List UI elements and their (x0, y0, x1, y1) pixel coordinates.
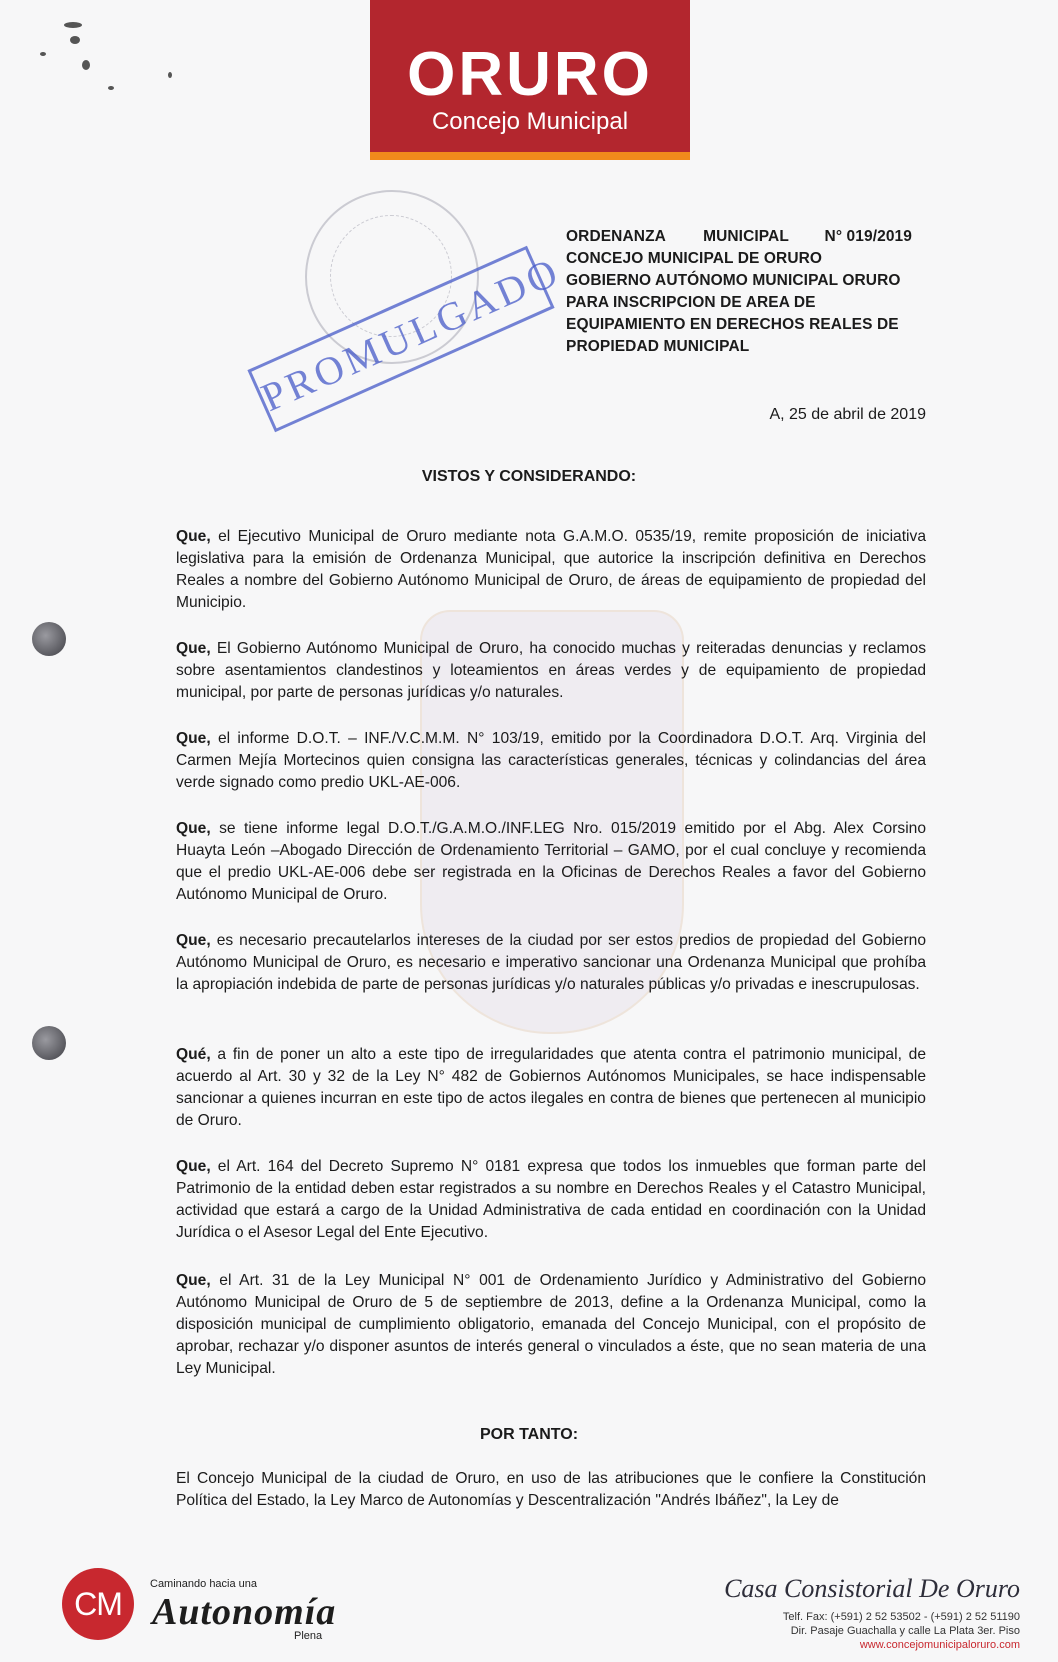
paragraph (176, 930, 926, 996)
title-ordenanza: ORDENANZA (566, 228, 666, 245)
paragraph-text: el Ejecutivo Municipal de Oruro mediante nota G.A.M.O. 0535/19, remite proposición de iniciativa legislativa para la emisión de Ordenanza Municipal, que autorice la inscripción definitiva en Derechos Reales a nombre del Gobierno Autónomo Municipal de Oruro, de áreas de equipamiento de propiedad del Municipio. (176, 528, 926, 611)
paragraph-text: es necesario precautelarlos intereses de la ciudad por ser estos predios de propiedad del Gobierno Autónomo Municipal de Oruro, es necesario e imperativo sancionar una Ordenanza Municipal que prohíba la apropiación indebida de parte de personas jurídicas y/o naturales públicas y/o privadas e inescrupulosas. (176, 932, 926, 993)
paragraph-text: a fin de poner un alto a este tipo de irregularidades que atenta contra el patrimonio municipal, de acuerdo al Art. 30 y 32 de la Ley N° 482 de Gobiernos Autónomos Municipales, se hace indispensable sancionar a quienes incurran en este tipo de actos ilegales en contra de bienes que pertenecen al municipio de Oruro. (176, 1046, 926, 1129)
title-line-4: PARA INSCRIPCION DE AREA DE (566, 294, 816, 311)
scan-speck (108, 86, 114, 90)
paragraph-lead: Que, (176, 1272, 211, 1289)
title-line-5: EQUIPAMIENTO EN DERECHOS REALES DE (566, 316, 899, 333)
scan-speck (168, 72, 172, 78)
contact-phone: Telf. Fax: (+591) 2 52 53502 - (+591) 2 52 51190 (782, 1611, 1020, 1623)
oruro-logo (370, 0, 690, 160)
paragraph-text: el Art. 164 del Decreto Supremo N° 0181 expresa que todos los inmuebles que forman parte del Patrimonio de la entidad deben estar registrados a su nombre en Derechos Reales y el Catastro Municipal, actividad que estará a cargo de la Unidad Administrativa de cada entidad en coordinación con la Unidad Jurídica o el Asesor Legal del Ente Ejecutivo. (176, 1158, 926, 1241)
paragraph (176, 1156, 926, 1244)
paragraph-lead: Que, (176, 528, 211, 545)
cm-logo: CM (62, 1568, 134, 1640)
paragraph-lead: Que, (176, 820, 211, 837)
document-date: A, 25 de abril de 2019 (769, 406, 926, 423)
paragraph-text: El Gobierno Autónomo Municipal de Oruro, ha conocido muchas y reiteradas denuncias y reclamos sobre asentamientos clandestinos y loteamientos en áreas verdes y de equipamiento de propiedad municipal, por parte de personas jurídicas y/o naturales. (176, 640, 926, 701)
title-number: N° 019/2019 (824, 228, 912, 245)
paragraph (176, 818, 926, 906)
paragraph (176, 1044, 926, 1132)
cm-tagline-small: Caminando hacia una (150, 1578, 258, 1590)
logo-wordmark: ORURO (407, 40, 653, 109)
heading-vistos: VISTOS Y CONSIDERANDO: (421, 468, 637, 485)
contact-website[interactable]: www.concejomunicipaloruro.com (859, 1639, 1020, 1651)
ordinance-title (566, 226, 926, 358)
paragraph (176, 638, 926, 704)
cm-tagline-plena: Plena (294, 1630, 323, 1642)
logo-subtitle: Concejo Municipal (431, 108, 629, 135)
casa-consistorial-logo: Casa Consistorial De Oruro (724, 1574, 1020, 1603)
paragraph (176, 526, 926, 614)
title-municipal: MUNICIPAL (703, 228, 789, 245)
title-line-6: PROPIEDAD MUNICIPAL (566, 338, 750, 355)
cm-tagline-big: Autonomía (152, 1591, 337, 1633)
paragraph-lead: Que, (176, 640, 211, 657)
paragraph-lead: Que, (176, 1158, 211, 1175)
paragraph-text: se tiene informe legal D.O.T./G.A.M.O./INF.LEG Nro. 015/2019 emitido por el Abg. Alex Corsino Huayta León –Abogado Dirección de Ordenamiento Territorial – GAMO, por el cual concluye y recomienda que el predio UKL-AE-006 debe ser registrada en la Oficinas de Derechos Reales a favor del Gobierno Autónomo Municipal de Oruro. (176, 820, 926, 903)
paragraph-lead: Que, (176, 730, 211, 747)
title-line-3: GOBIERNO AUTÓNOMO MUNICIPAL ORURO (566, 272, 901, 289)
promulgado-stamp: PROMULGADO (247, 246, 554, 433)
scan-speck (70, 36, 80, 44)
scan-speck (40, 52, 46, 56)
closing-paragraph: El Concejo Municipal de la ciudad de Oruro, en uso de las atribuciones que le confiere la Constitución Política del Estado, la Ley Marco de Autonomías y Descentralización "Andrés Ibáñez", la Ley de (176, 1470, 926, 1509)
paragraph-text: el Art. 31 de la Ley Municipal N° 001 de Ordenamiento Jurídico y Administrativo del Gobierno Autónomo Municipal de Oruro de 5 de septiembre de 2013, define a la Ordenanza Municipal, como la disposición municipal de cumplimiento obligatorio, emanada del Concejo Municipal, con el propósito de aprobar, rechazar y/o disponer asuntos de interés general o vinculados a éste, que no sean materia de una Ley Municipal. (176, 1272, 926, 1377)
title-line-2: CONCEJO MUNICIPAL DE ORURO (566, 250, 823, 267)
binder-hole (32, 622, 66, 656)
heading-portanto: POR TANTO: (479, 1426, 579, 1443)
paragraph-text: el informe D.O.T. – INF./V.C.M.M. N° 103/19, emitido por la Coordinadora D.O.T. Arq. Virginia del Carmen Mejía Mortecinos quien consigna las características generales, técnicas y colindancias del área verde signado como predio UKL-AE-006. (176, 730, 926, 791)
scan-speck (82, 60, 90, 70)
paragraph-lead: Que, (176, 932, 211, 949)
binder-hole (32, 1026, 66, 1060)
paragraph (176, 1270, 926, 1380)
title-line-1 (566, 226, 926, 248)
paragraph-lead: Qué, (176, 1046, 211, 1063)
paragraph (176, 728, 926, 794)
scan-speck (64, 22, 82, 28)
contact-address: Dir. Pasaje Guachalla y calle La Plata 3er. Piso (790, 1625, 1020, 1637)
